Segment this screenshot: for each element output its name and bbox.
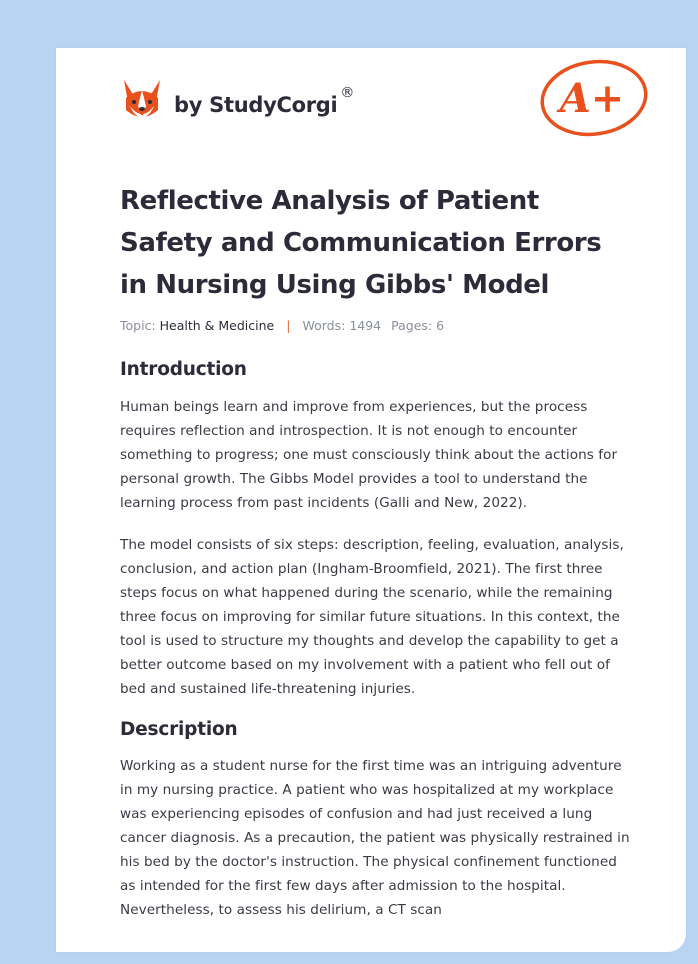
words-count: 1494 [349,318,382,333]
paragraph: The model consists of six steps: description, feeling, evaluation, analysis, conclusion, and action plan (Ingham-Broomfield, 2021). The first three steps focus on what happened during the scenario, while the remaining three focus on improving for similar future situations. In this context, the tool is used to structure my thoughts and develop the capability to get a better outcome based on my involvement with a patient who fell out of bed and sustained life-threatening injuries. [120,537,624,697]
pages-count: 6 [436,318,445,333]
meta-separator: | [286,318,291,333]
document-page [56,48,686,952]
article-title: Reflective Analysis of Patient Safety and Communication Errors in Nursing Using Gibbs' Model [120,186,602,300]
paragraph: Working as a student nurse for the first time was an intriguing adventure in my nursing practice. A patient who was hospitalized at my workplace was experiencing episodes of confusion and had just received a lung cancer diagnosis. As a precaution, the patient was physically restrained in his bed by the doctor's instruction. The physical confinement functioned as intended for the first few days after admission to the hospital. Nevertheless, to assess his delirium, a CT scan [120,758,630,918]
section-heading-introduction: Introduction [120,359,247,380]
paragraph: Human beings learn and improve from experiences, but the process requires reflection and introspection. It is not enough to encounter something to progress; one must consciously think about the actions for personal growth. The Gibbs Model provides a tool to understand the learning process from past incidents (Galli and New, 2022). [120,399,618,511]
article [120,180,630,922]
a-plus-grade-icon [536,56,654,140]
grade-text: A+ [559,75,625,122]
studycorgi-logo[interactable] [120,76,354,124]
pages-label: Pages: [391,318,433,333]
topic-label: Topic: [120,318,156,333]
words-label: Words: [302,318,346,333]
section-heading-description: Description [120,719,238,740]
header [56,48,686,168]
corgi-icon [120,76,164,124]
article-meta [120,318,630,333]
brand-text: by StudyCorgi [174,93,338,117]
registered-mark: ® [340,85,355,101]
brand-name [174,85,355,117]
topic-link[interactable]: Health & Medicine [159,318,275,333]
